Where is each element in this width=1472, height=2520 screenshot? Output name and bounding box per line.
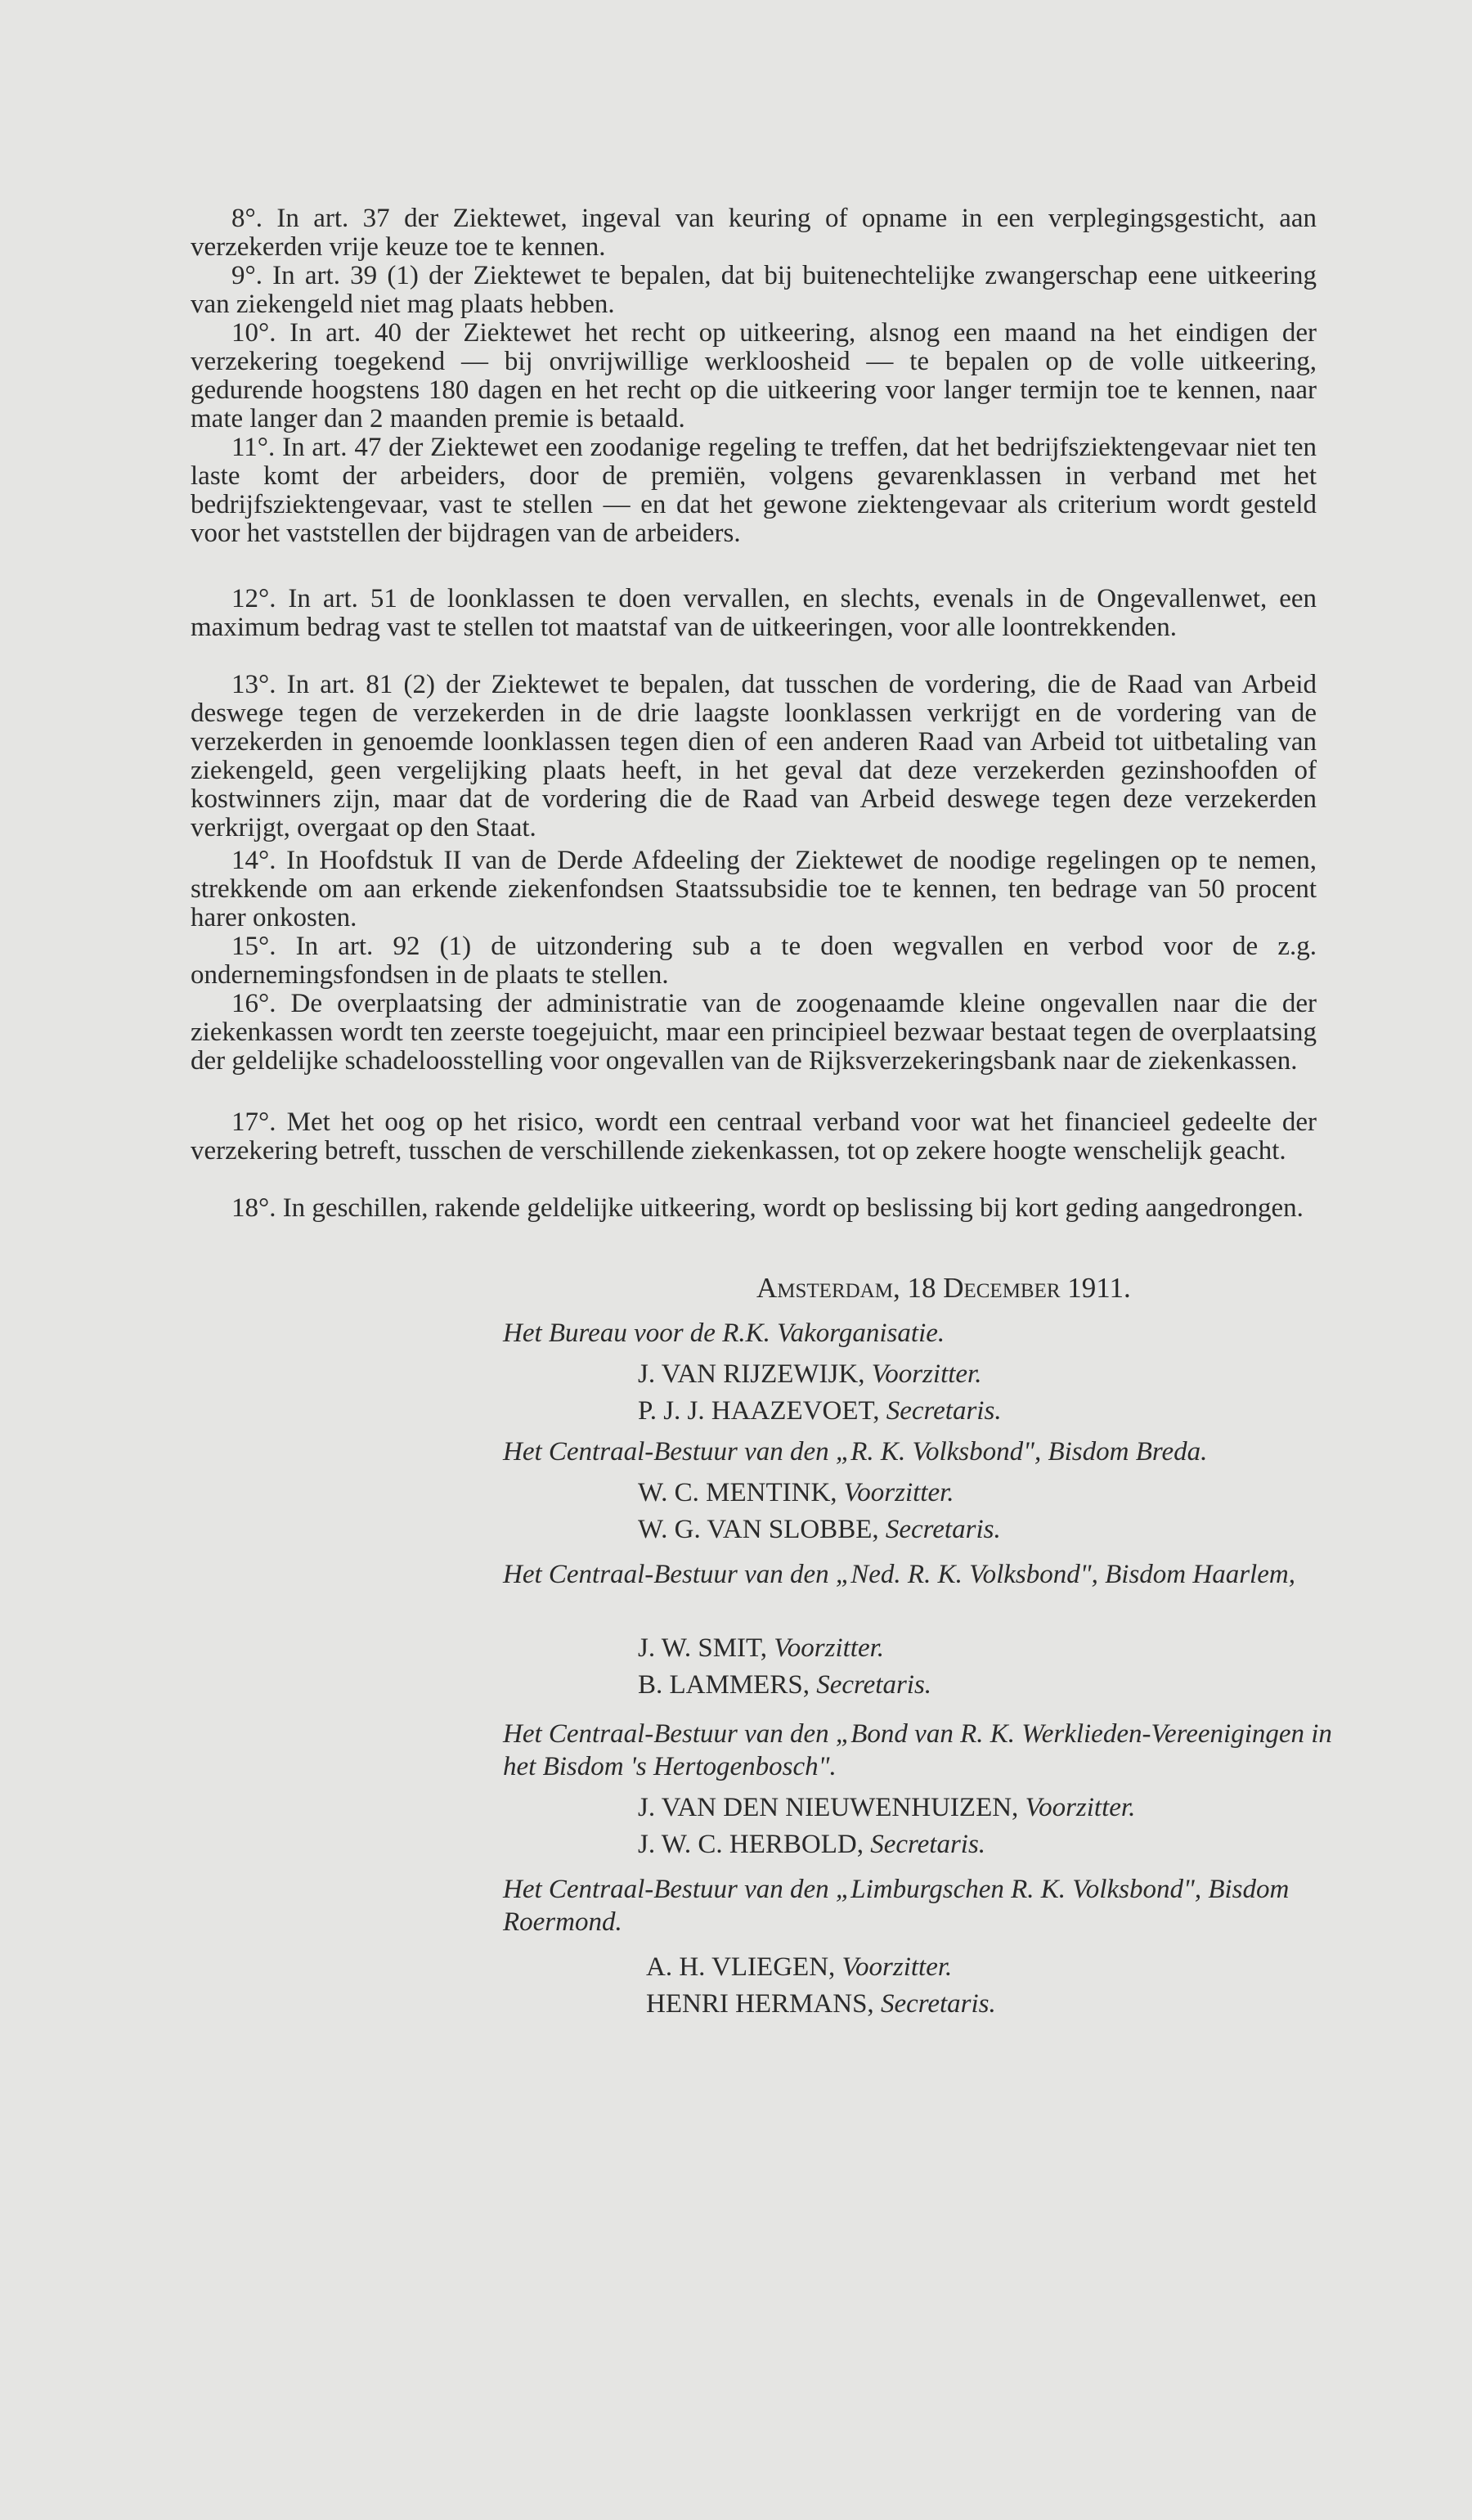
signatory-role: Secretaris. [870, 1830, 986, 1859]
signatory-5 [638, 1632, 884, 1664]
article-15-text: 15°. In art. 92 (1) de uitzondering sub a te doen wegvallen en verbod voor de z.g. ondernemingsfondsen in de plaats te stellen. [191, 932, 1317, 990]
signatory-name: J. W. SMIT, [638, 1633, 768, 1663]
article-10-text: 10°. In art. 40 der Ziektewet het recht op uitkeering, alsnog een maand na het eindigen der verzekering toegekend — bij onvrijwillige werkloosheid — te bepalen op de volle uitkeering, gedurende hoogstens 180 dagen en het recht op die uitkeering voor langer termijn toe te kennen, naar mate langer dan 2 maanden premie is betaald. [191, 318, 1317, 433]
signatory-7 [638, 1791, 1135, 1824]
signatory-name: J. W. C. HERBOLD, [638, 1830, 864, 1859]
article-9-text: 9°. In art. 39 (1) der Ziektewet te bepalen, dat bij buitenechtelijke zwangerschap eene uitkeering van ziekengeld niet mag plaats hebben. [191, 261, 1317, 319]
signatory-name: W. C. MENTINK, [638, 1478, 837, 1507]
org-werklieden-hertogenbosch: Het Centraal-Bestuur van den „Bond van R. K. Werklieden-Vereenigingen in het Bisdom 's Hertogenbosch". [503, 1719, 1332, 1781]
signatory-9 [646, 1951, 952, 1983]
article-16 [191, 990, 1317, 1076]
signatory-name: J. VAN RIJZEWIJK, [638, 1359, 865, 1389]
article-14 [191, 847, 1317, 932]
signatory-role: Voorzitter. [843, 1478, 954, 1507]
article-11-text: 11°. In art. 47 der Ziektewet een zoodanige regeling te treffen, dat het bedrijfsziektengevaar niet ten laste komt der arbeiders, door de premiën, volgens gevarenklassen in verband met het bedrijfsziektengevaar, vast te stellen — en dat het gewone ziektengevaar als criterium wordt gesteld voor het vaststellen der bijdragen van de arbeiders. [191, 433, 1317, 548]
signatory-role: Secretaris. [880, 1989, 996, 2019]
signatory-name: A. H. VLIEGEN, [646, 1952, 836, 1982]
signatory-role: Voorzitter. [774, 1633, 885, 1663]
signatory-1 [638, 1358, 982, 1390]
signatory-name: W. G. VAN SLOBBE, [638, 1515, 879, 1544]
article-14-text: 14°. In Hoofdstuk II van de Derde Afdeeling der Ziektewet de noodige regelingen op te nemen, strekkende om aan erkende ziekenfondsen Staatssubsidie toe te kennen, ten bedrage van 50 procent harer onkosten. [191, 846, 1317, 932]
article-15 [191, 932, 1317, 990]
org-bureau-vakorganisatie: Het Bureau voor de R.K. Vakorganisatie. [503, 1318, 945, 1348]
article-8-text: 8°. In art. 37 der Ziektewet, ingeval van keuring of opname in een verplegingsgesticht, aan verzekerden vrije keuze toe te kennen. [191, 204, 1317, 262]
article-18-text: 18°. In geschillen, rakende geldelijke uitkeering, wordt op beslissing bij kort geding aangedrongen. [231, 1193, 1304, 1223]
article-8 [191, 204, 1317, 262]
article-12-text: 12°. In art. 51 de loonklassen te doen vervallen, en slechts, evenals in de Ongevallenwet, een maximum bedrag vast te stellen tot maatstaf van de uitkeeringen, voor alle loontrekkenden. [191, 584, 1317, 642]
signatory-6 [638, 1669, 931, 1701]
signatory-10 [646, 1988, 996, 2020]
article-13 [191, 671, 1317, 842]
signatory-role: Voorzitter. [841, 1952, 953, 1982]
signatory-role: Secretaris. [885, 1515, 1001, 1544]
article-17-text: 17°. Met het oog op het risico, wordt een centraal verband voor wat het financieel gedeelte der verzekering betreft, tusschen de verschillende ziekenkassen, tot op zekere hoogte wenschelijk geacht. [191, 1107, 1317, 1166]
signatory-name: B. LAMMERS, [638, 1670, 810, 1700]
org-volksbond-haarlem: Het Centraal-Bestuur van den „Ned. R. K. Volksbond", Bisdom Haarlem, [503, 1560, 1295, 1589]
article-18 [191, 1194, 1317, 1223]
signatory-4 [638, 1513, 1001, 1546]
signatory-name: HENRI HERMANS, [646, 1989, 874, 2019]
signatory-role: Voorzitter. [871, 1359, 982, 1389]
article-9 [191, 262, 1317, 319]
signatory-name: P. J. J. HAAZEVOET, [638, 1396, 880, 1426]
signatory-role: Voorzitter. [1025, 1793, 1136, 1822]
signatory-role: Secretaris. [816, 1670, 932, 1700]
signatory-role: Secretaris. [886, 1396, 1002, 1426]
signatory-2 [638, 1395, 1002, 1427]
article-17 [191, 1108, 1317, 1166]
signatory-8 [638, 1828, 985, 1861]
place-date: Amsterdam, 18 December 1911. [756, 1272, 1131, 1304]
article-16-text: 16°. De overplaatsing der administratie van de zoogenaamde kleine ongevallen naar die der ziekenkassen wordt ten zeerste toegejuicht, maar een principieel bezwaar bestaat tegen de overplaatsing der geldelijke schadeloosstelling voor ongevallen van de Rijksverzekeringsbank naar de ziekenkassen. [191, 989, 1317, 1076]
signatory-3 [638, 1476, 954, 1509]
org-volksbond-roermond: Het Centraal-Bestuur van den „Limburgschen R. K. Volksbond", Bisdom Roermond. [503, 1875, 1290, 1937]
article-10 [191, 319, 1317, 433]
signatory-name: J. VAN DEN NIEUWENHUIZEN, [638, 1793, 1019, 1822]
article-13-text: 13°. In art. 81 (2) der Ziektewet te bepalen, dat tusschen de vordering, die de Raad van Arbeid deswege tegen de verzekerden in de drie laagste loonklassen verkrijgt en de vordering van de verzekerden in genoemde loonklassen tegen dien of een anderen Raad van Arbeid tot uitbetaling van ziekengeld, geen vergelijking plaats heeft, in het geval dat deze verzekerden gezinshoofden of kostwinners zijn, maar dat de vordering die de Raad van Arbeid deswege tegen deze verzekerden verkrijgt, overgaat op den Staat. [191, 670, 1317, 842]
org-volksbond-breda: Het Centraal-Bestuur van den „R. K. Volksbond", Bisdom Breda. [503, 1437, 1208, 1467]
article-11 [191, 433, 1317, 548]
article-12 [191, 585, 1317, 642]
